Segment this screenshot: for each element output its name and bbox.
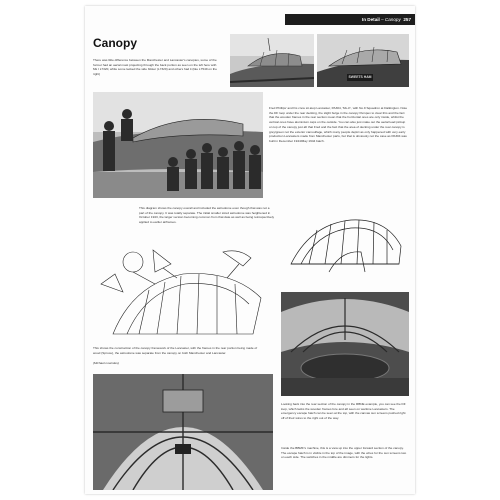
magazine-page bbox=[85, 6, 415, 494]
forward-section-caption: Inside the BBMF's machine, this is a view up into the upper forward section of the canopy. The escape hatch is in visible in the top of the image, with the wires for the sun screens two on each side. The switches in the middle are dimmers for the lights. bbox=[281, 446, 407, 460]
canopy-frame-diagram bbox=[281, 206, 409, 286]
construction-caption: This shows the construction of the canopy framework of the Lancaster, with the frames in the rear portion being made of wood (Spruce), the astrodome was separate from the canopy on both Manchester and Lancaster. bbox=[93, 346, 258, 355]
diagram-caption: This diagram shows the canopy overall and included the astrodome even though that was not a part of the canopy. It was totally separate. The initial smaller sized astrodome was heightened in October 1943, the larger version becoming common from that date as well as being retrospectively applied to earlier airframes. bbox=[139, 206, 274, 225]
page-number: 257 bbox=[403, 17, 411, 22]
nose-art-lettering: SWEETS HAM bbox=[348, 75, 372, 79]
header-separator: – bbox=[379, 17, 385, 22]
header-chapter: In Detail bbox=[361, 17, 380, 22]
construction-credit: (Michael Lowndes) bbox=[93, 361, 119, 365]
running-header bbox=[285, 14, 415, 25]
crew-photo-caption: Fred Phillips' and his crew sit atop Lancaster, PA304, 'ML-K', with No.9 Squadron at Dalkington. Note the DF loop under the rear decking, the slight bulge in the canopy Perspex to clear this and the fact that the wooden frames in the rear section mean that the horizontal ones are only inside, whilst the vertical ones have aluminium caps on the outside. You can also just make out the aerial lead pickup on top of the canopy just aft that Fred and the fact that the area of decking under the rear canopy is grey/green not the exterior camouflage, which many people depict as only happened with very early production Lancasters made from Manchester parts, but that is obviously not the case as PA304 was built in December 1944/May 1944 batch. bbox=[269, 106, 408, 143]
photo-lancaster-canopy-blister bbox=[317, 34, 409, 87]
rear-section-caption: Looking back into the rear section of the canopy in the RBNE example, you can see the DF loop, which lacks the wooden frames fore and aft seen on wartime Lancasters. The emergency escape hatch can be seen at the top, with the canvas sun screens pushed right off of their wires to the right out of the way. bbox=[281, 402, 406, 421]
photo-manchester-canopy bbox=[230, 34, 314, 87]
photo-rear-canopy-interior bbox=[281, 292, 409, 396]
photo-crew-on-lancaster bbox=[93, 92, 263, 198]
canopy-construction-diagram bbox=[93, 244, 271, 344]
section-title: Canopy bbox=[93, 36, 138, 50]
header-subtitle: Canopy bbox=[384, 17, 401, 22]
photo-forward-canopy-interior bbox=[93, 374, 273, 490]
intro-paragraph: There was little difference between the Manchester and Lancaster's canopies, some of the former had an aerial mast projecting through the back portion as seen on the left here with Mk I L7320, while some lacked the side blister (L7320) and others had it (like L7549 on the right) bbox=[93, 58, 217, 77]
